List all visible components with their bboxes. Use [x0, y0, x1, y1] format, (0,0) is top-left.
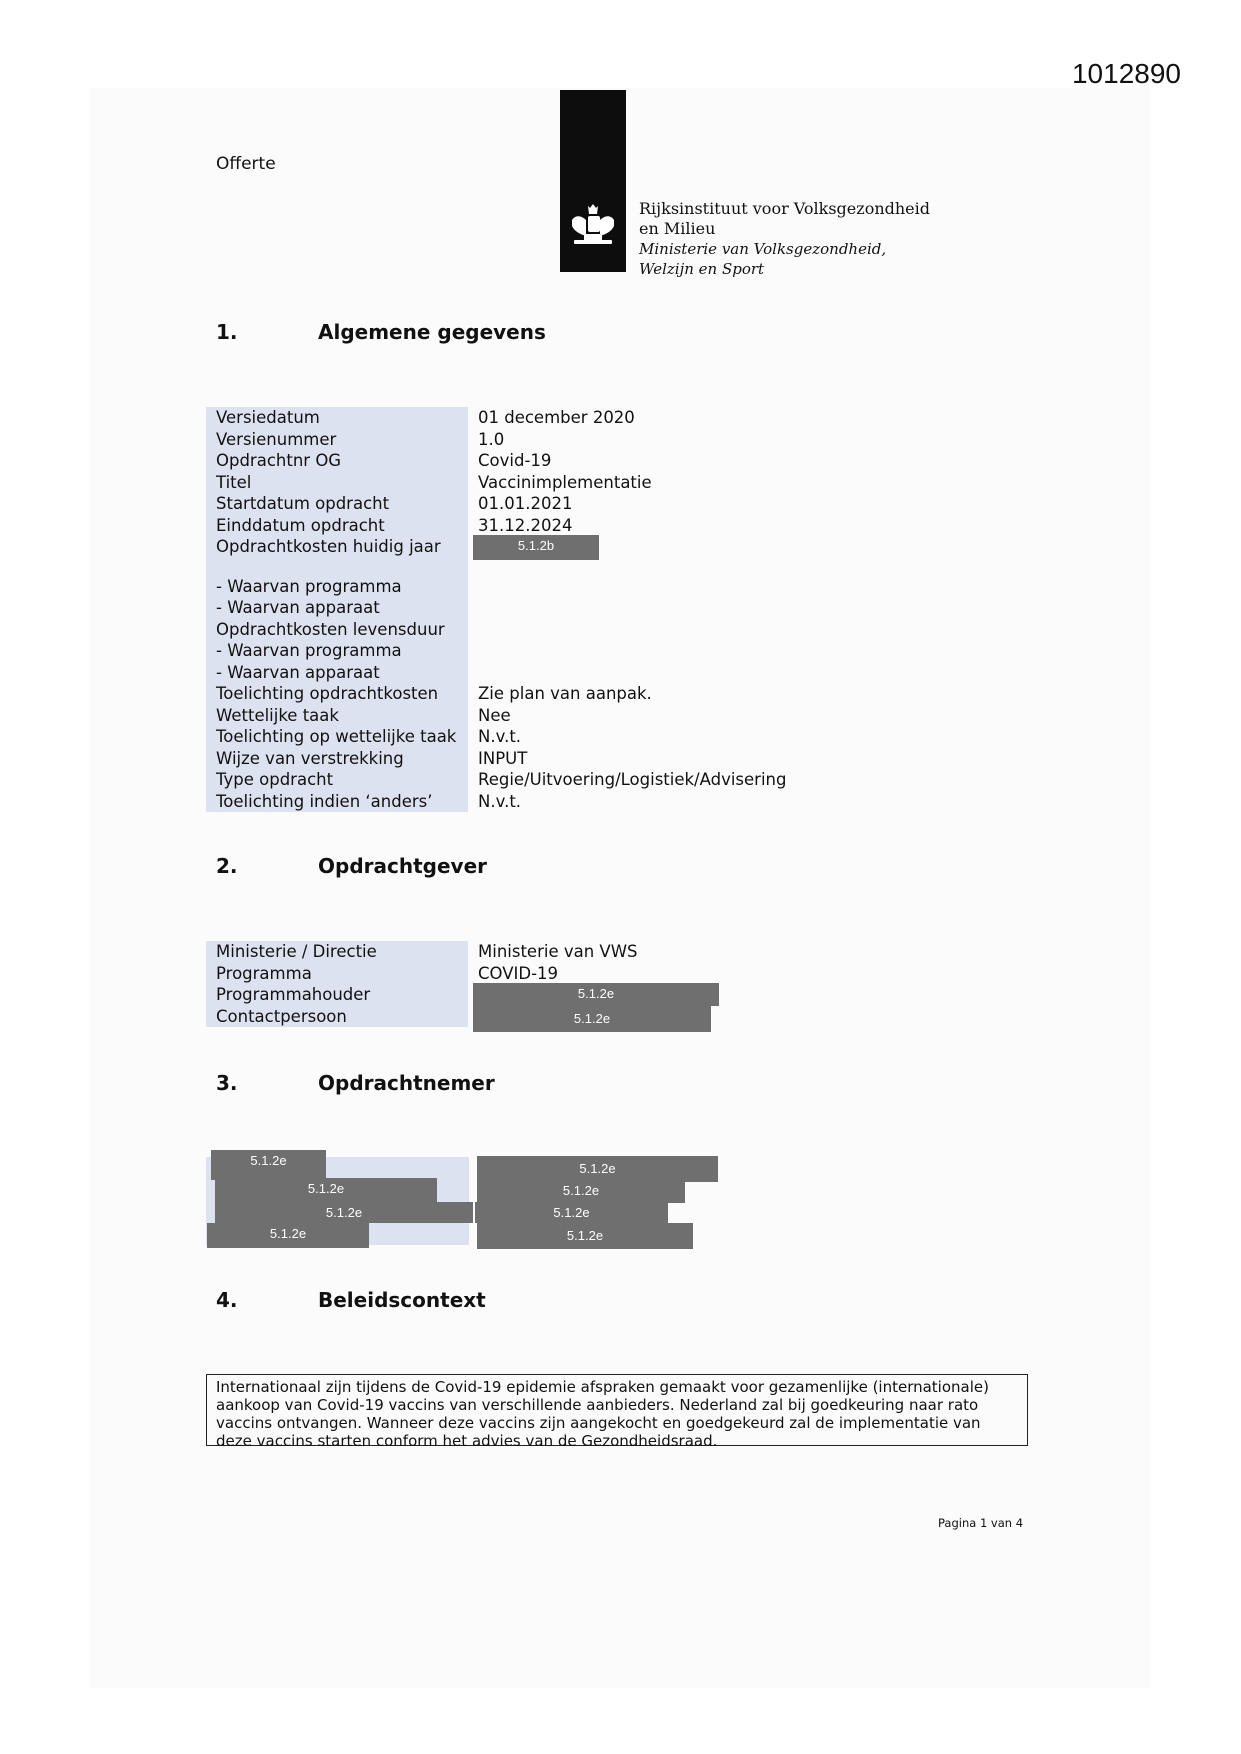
table-row: [206, 941, 1006, 963]
table-row: [206, 726, 1006, 748]
table-row: [206, 769, 1006, 791]
organisation-block: [639, 199, 930, 279]
table-row: [206, 619, 1006, 641]
field-label: Titel: [206, 472, 468, 494]
ministry-line2: Welzijn en Sport: [639, 260, 765, 278]
section-heading-contractor: [216, 1071, 495, 1095]
table-row: [206, 493, 1006, 515]
redaction-box: 5.1.2e: [477, 1223, 693, 1249]
section-title: Opdrachtgever: [318, 854, 487, 878]
section-number: 1.: [216, 320, 238, 344]
field-label: Type opdracht: [206, 769, 468, 791]
field-value: 1.0: [478, 429, 505, 449]
redaction-box: 5.1.2e: [477, 1180, 685, 1203]
field-value: 31.12.2024: [478, 515, 573, 535]
field-label: Toelichting opdrachtkosten: [206, 683, 468, 705]
field-label: Wettelijke taak: [206, 705, 468, 727]
field-value: Vaccinimplementatie: [478, 472, 652, 492]
field-value: 01.01.2021: [478, 494, 573, 513]
field-label: Einddatum opdracht: [206, 515, 468, 537]
field-value: Ministerie van VWS: [478, 942, 638, 961]
table-row: [206, 429, 1006, 451]
table-row: [206, 683, 1006, 705]
client-data-table: [206, 941, 1006, 1027]
table-spacer: [206, 558, 1006, 576]
redaction-box: 5.1.2e: [215, 1202, 473, 1223]
field-label-spacer: [206, 558, 468, 576]
redaction-box: 5.1.2e: [477, 1156, 718, 1182]
field-label: Programma: [206, 963, 468, 985]
table-row: [206, 791, 1006, 813]
logo-bar: [560, 90, 626, 272]
field-value: 01 december 2020: [478, 408, 635, 427]
section-heading-policy: [216, 1288, 486, 1312]
field-value: N.v.t.: [478, 791, 522, 811]
redaction-box: 5.1.2b: [473, 535, 599, 560]
section-title: Beleidscontext: [318, 1288, 486, 1312]
coat-of-arms-icon: [566, 202, 620, 250]
field-value: N.v.t.: [478, 727, 522, 746]
field-label: - Waarvan apparaat: [206, 662, 468, 684]
field-label: Versienummer: [206, 429, 468, 451]
section-title: Opdrachtnemer: [318, 1071, 495, 1095]
section-heading-client: [216, 854, 487, 878]
field-value: COVID-19: [478, 963, 559, 983]
table-row: [206, 597, 1006, 619]
table-row: [206, 748, 1006, 770]
field-label: Contactpersoon: [206, 1006, 468, 1028]
field-label: Opdrachtnr OG: [206, 450, 468, 472]
section-number: 2.: [216, 854, 238, 878]
field-label: Versiedatum: [206, 407, 468, 429]
field-label: Toelichting op wettelijke taak: [206, 726, 468, 748]
table-row: [206, 984, 1006, 1006]
field-value: Covid-19: [478, 451, 552, 470]
field-label: - Waarvan programma: [206, 576, 468, 598]
document-type: Offerte: [216, 154, 276, 174]
field-label: - Waarvan programma: [206, 640, 468, 662]
field-label: Ministerie / Directie: [206, 941, 468, 963]
table-row: [206, 515, 1006, 537]
field-label: Startdatum opdracht: [206, 493, 468, 515]
table-row: [206, 472, 1006, 494]
field-label: Opdrachtkosten levensduur: [206, 619, 468, 641]
section-number: 3.: [216, 1071, 238, 1095]
field-value: Zie plan van aanpak.: [478, 684, 652, 703]
redaction-box: 5.1.2e: [473, 983, 719, 1006]
redaction-box: 5.1.2e: [473, 1005, 711, 1032]
table-row: [206, 963, 1006, 985]
page-number: Pagina 1 van 4: [938, 1516, 1024, 1530]
document-number: 1012890: [1071, 58, 1181, 89]
general-data-table: [206, 407, 1006, 812]
field-label: Toelichting indien ‘anders’: [206, 791, 468, 813]
table-row: [206, 576, 1006, 598]
field-value: Regie/Uitvoering/Logistiek/Advisering: [478, 770, 787, 789]
field-label: Opdrachtkosten huidig jaar: [206, 536, 468, 558]
org-name-line1: Rijksinstituut voor Volksgezondheid: [639, 199, 930, 218]
table-row: [206, 536, 1006, 558]
field-value: INPUT: [478, 748, 528, 768]
org-name-line2: en Milieu: [639, 219, 716, 238]
table-row: [206, 705, 1006, 727]
field-value: Nee: [478, 705, 511, 725]
field-label: - Waarvan apparaat: [206, 597, 468, 619]
redaction-box: 5.1.2e: [475, 1202, 668, 1223]
section-title: Algemene gegevens: [318, 320, 546, 344]
table-row: [206, 662, 1006, 684]
field-label: Programmahouder: [206, 984, 468, 1006]
policy-context-text: Internationaal zijn tijdens de Covid-19 epidemie afspraken gemaakt voor gezamenlijke (internationale) aankoop van Covid-19 vaccins van verschillende aanbieders. Nederland zal bij goedkeuring naar rato vaccins ontvangen. Wanneer deze vaccins zijn aangekocht en goedgekeurd zal de implementatie van deze vaccins starten conform het advies van de Gezondheidsraad.: [206, 1374, 1028, 1446]
table-row: [206, 407, 1006, 429]
table-row: [206, 450, 1006, 472]
redaction-box: 5.1.2e: [211, 1150, 326, 1180]
section-number: 4.: [216, 1288, 238, 1312]
ministry-line1: Ministerie van Volksgezondheid,: [639, 240, 887, 258]
table-row: [206, 1006, 1006, 1028]
table-row: [206, 640, 1006, 662]
redaction-box: 5.1.2e: [215, 1178, 437, 1202]
redaction-box: 5.1.2e: [207, 1223, 369, 1248]
section-heading-general: [216, 320, 546, 344]
field-label: Wijze van verstrekking: [206, 748, 468, 770]
